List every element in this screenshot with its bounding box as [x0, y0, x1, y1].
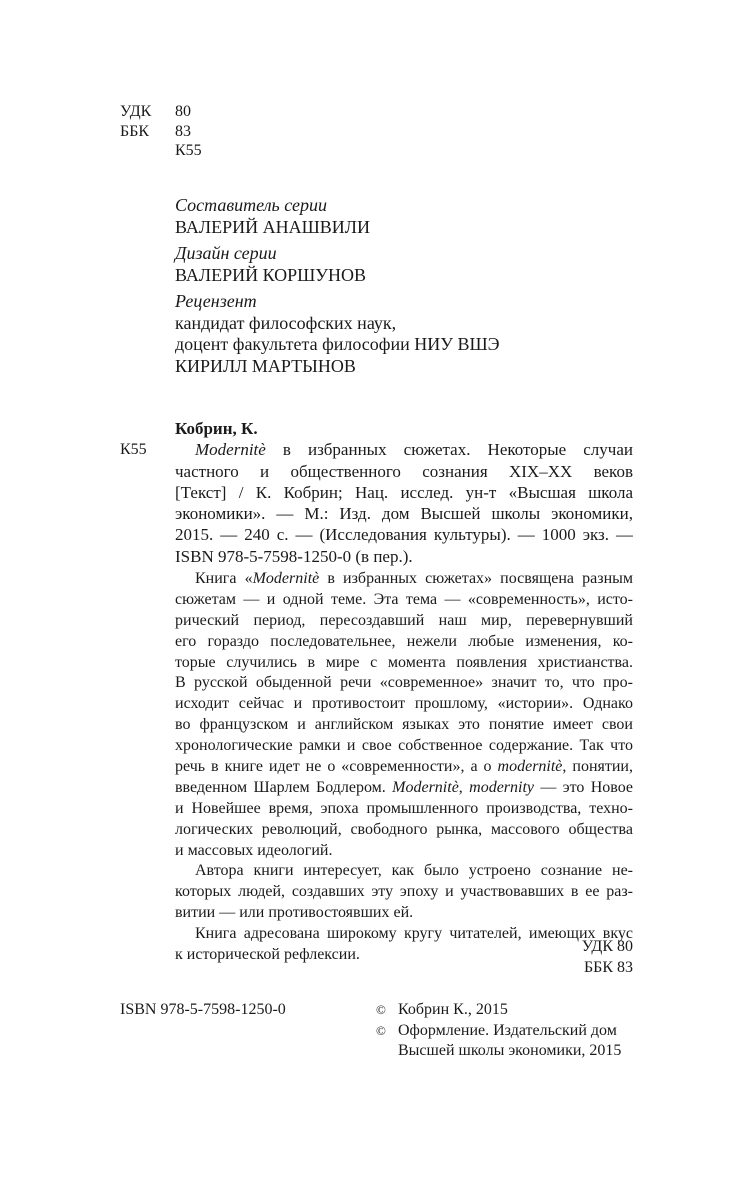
- udk-label: УДК: [120, 103, 152, 120]
- abstract-line: [175, 715, 633, 736]
- text-segment: экономики». — М.: Изд. дом Высшей школы экономики,: [175, 504, 633, 524]
- italic-term: Modernitè: [392, 778, 459, 796]
- reviewer-name: КИРИЛЛ МАРТЫНОВ: [175, 355, 356, 376]
- udk-value: 80: [175, 103, 191, 120]
- bibliography-line: [175, 439, 633, 460]
- abstract-line: [175, 673, 633, 694]
- italic-term: modernitè: [497, 758, 563, 776]
- abstract: [175, 569, 633, 966]
- text-segment: хронологические рамки и свое собственное содержание. Так что: [175, 737, 633, 755]
- footer-udk: УДК 80: [581, 938, 633, 955]
- text-segment: витии — или противостоявших ей.: [175, 904, 414, 922]
- credits-block: [175, 195, 500, 382]
- abstract-line: [175, 861, 633, 882]
- text-segment: логических революций, свободного рынка, массового общества: [175, 820, 633, 838]
- text-segment: речь в книге идет не о «современности», а о: [175, 758, 498, 776]
- italic-term: modernity: [469, 778, 535, 796]
- abstract-line: [175, 841, 633, 862]
- abstract-line: [175, 736, 633, 757]
- abstract-line: [175, 694, 633, 715]
- abstract-line: [175, 903, 633, 924]
- text-segment: 2015. — 240 с. — (Исследования культуры). — 1000 экз. —: [175, 525, 633, 545]
- abstract-line: [175, 924, 633, 945]
- abstract-line: [175, 590, 633, 611]
- abstract-line: [175, 632, 633, 653]
- reviewer-label: Рецензент: [175, 291, 257, 311]
- text-segment: — это Новое: [534, 778, 633, 796]
- text-segment: к исторической рефлексии.: [175, 946, 360, 964]
- text-segment: , понятии,: [562, 758, 633, 776]
- italic-term: Modernitè: [195, 440, 266, 460]
- text-segment: сюжетам — и одной теме. Эта тема — «современность», исто-: [175, 590, 633, 608]
- abstract-line: [175, 820, 633, 841]
- footer-bbk: ББК 83: [583, 958, 633, 976]
- text-segment: Книга адресована широкому кругу читателей, имеющих вкус: [195, 925, 633, 943]
- copyright-block: [376, 1000, 621, 1062]
- text-segment: торые случились в мире с момента появления христианства.: [175, 653, 633, 671]
- text-segment: Автора книги интересует, как было устроено сознание не-: [195, 862, 633, 880]
- bbk-label: ББК: [120, 122, 150, 140]
- series-compiler-label: Составитель серии: [175, 195, 327, 215]
- text-segment: Книга «: [195, 570, 253, 587]
- text-segment: его гораздо последовательнее, нежели любые изменения, ко-: [175, 632, 633, 650]
- isbn: ISBN 978-5-7598-1250-0: [120, 1001, 286, 1018]
- abstract-line: [175, 757, 633, 778]
- bibliography-line: [175, 546, 633, 567]
- text-segment: которых людей, создавших эту эпоху и участвовавших в ее раз-: [175, 883, 633, 901]
- bibliography-line: [175, 503, 633, 524]
- text-segment: и массовых идеологий.: [175, 841, 333, 859]
- text-segment: В русской обыденной речи «современное» значит то, что про-: [175, 674, 633, 692]
- abstract-line: [175, 611, 633, 632]
- bibliography-mark: К55: [120, 441, 147, 458]
- series-designer: ВАЛЕРИЙ КОРШУНОВ: [175, 264, 367, 285]
- copyright-design-cont: Высшей школы экономики, 2015: [398, 1042, 622, 1059]
- classification-block: [120, 102, 202, 161]
- copyright-icon: ©: [376, 1002, 386, 1017]
- text-segment: во французском и английском языках это понятие имеет свои: [175, 716, 633, 734]
- author-mark: К55: [175, 142, 202, 159]
- reviewer-line: доцент факультета философии НИУ ВШЭ: [175, 334, 500, 354]
- bibliography-line: [175, 461, 633, 482]
- bibliography-line: [175, 482, 633, 503]
- abstract-line: [175, 653, 633, 674]
- text-segment: введенном Шарлем Бодлером.: [175, 778, 393, 796]
- italic-term: Modernitè: [252, 570, 320, 587]
- text-segment: частного и общественного сознания XIX–XX веков: [175, 461, 633, 481]
- text-segment: и Новейшее время, эпоха промышленного производства, техно-: [175, 799, 633, 817]
- abstract-line: [175, 945, 633, 966]
- text-segment: в избранных сюжетах. Некоторые случаи: [265, 440, 633, 460]
- text-segment: исходит сейчас и противостоит прошлому, «истории». Однако: [175, 695, 633, 713]
- text-segment: ,: [458, 778, 470, 796]
- bbk-value: 83: [175, 122, 191, 140]
- series-compiler: ВАЛЕРИЙ АНАШВИЛИ: [175, 216, 370, 237]
- bibliography-author: Кобрин, К.: [175, 419, 258, 438]
- copyright-design: Оформление. Издательский дом: [398, 1021, 617, 1039]
- bibliography-line: [175, 524, 633, 545]
- bibliography-text: [175, 439, 633, 567]
- bibliography-entry: [175, 418, 633, 567]
- text-segment: в избранных сюжетах» посвящена разным: [319, 570, 633, 587]
- copyright-author: Кобрин К., 2015: [398, 1001, 508, 1018]
- footer-classification: [582, 937, 633, 978]
- abstract-line: [175, 778, 633, 799]
- copyright-icon: ©: [376, 1022, 386, 1038]
- abstract-line: [175, 799, 633, 820]
- text-segment: рический период, пересоздавший наш мир, перевернувший: [175, 611, 633, 629]
- abstract-line: [175, 569, 633, 590]
- text-segment: [Текст] / К. Кобрин; Нац. исслед. ун-т «Высшая школа: [175, 482, 633, 502]
- series-design-label: Дизайн серии: [175, 243, 277, 263]
- text-segment: ISBN 978-5-7598-1250-0 (в пер.).: [175, 546, 413, 566]
- abstract-line: [175, 882, 633, 903]
- reviewer-line: кандидат философских наук,: [175, 312, 397, 333]
